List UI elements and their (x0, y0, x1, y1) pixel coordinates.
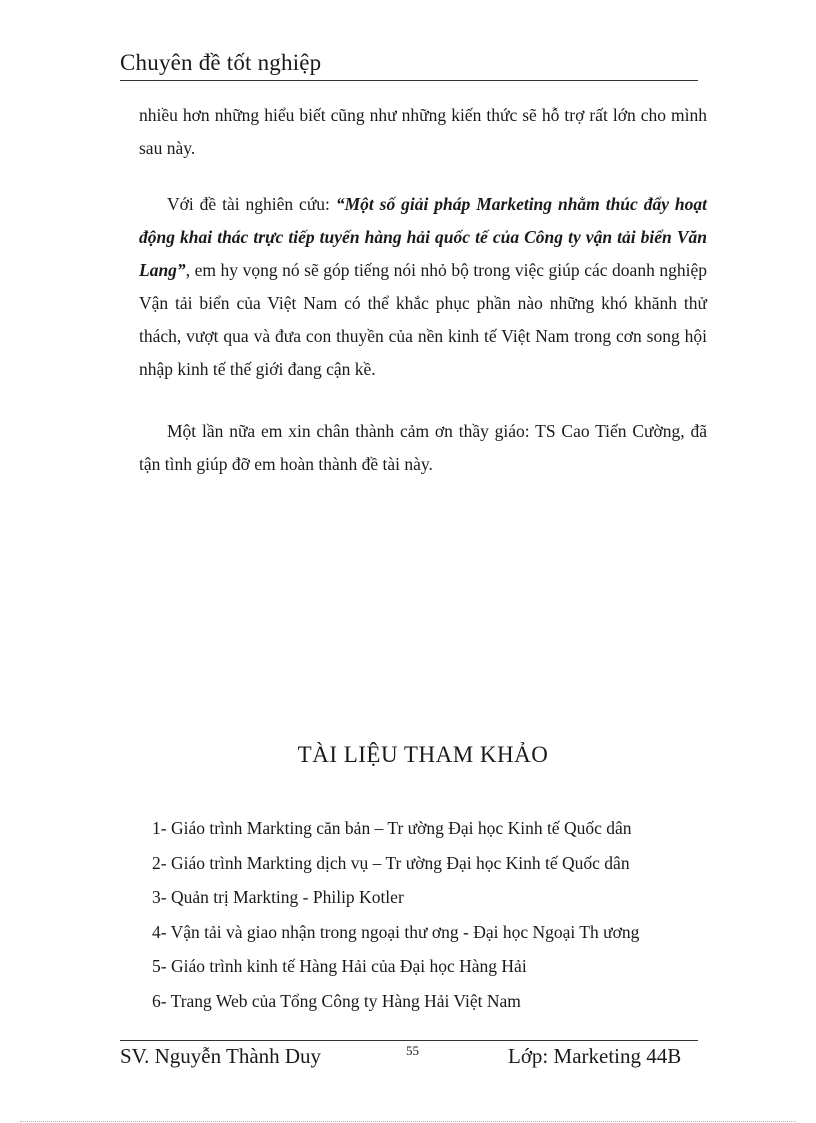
page-number: 55 (406, 1043, 419, 1058)
footer-student-name: SV. Nguyễn Thành Duy (120, 1044, 322, 1068)
header-divider (120, 80, 698, 81)
reference-item: 5- Giáo trình kinh tế Hàng Hải của Đại học Hàng Hải (152, 956, 527, 976)
reference-item: 3- Quản trị Markting - Philip Kotler (152, 887, 404, 907)
references-list (152, 811, 712, 1018)
header-title: Chuyên đề tốt nghiệp (120, 50, 322, 75)
topic-title: “Một số giải pháp Marketing nhằm thúc đẩy hoạt động khai thác trực tiếp tuyến hàng hải quốc tế của Công ty vận tải biển Văn Lang” (139, 194, 707, 280)
reference-item: 1- Giáo trình Markting căn bản – Tr ường Đại học Kinh tế Quốc dân (152, 818, 632, 838)
paragraph-continuation: nhiều hơn những hiểu biết cũng như những kiến thức sẽ hỗ trợ rất lớn cho mình sau này. (139, 105, 707, 158)
page-bottom-edge (20, 1121, 796, 1122)
reference-item: 2- Giáo trình Markting dịch vụ – Tr ường Đại học Kinh tế Quốc dân (152, 852, 630, 873)
reference-item: 4- Vận tải và giao nhận trong ngoại thư ơng - Đại học Ngoại Th ương (152, 921, 640, 942)
topic-intro-text: Với đề tài nghiên cứu: (167, 194, 336, 214)
footer-divider (120, 1040, 698, 1041)
footer-class: Lớp: Marketing 44B (508, 1044, 682, 1068)
reference-item: 6- Trang Web của Tổng Công ty Hàng Hải Việt Nam (152, 990, 521, 1011)
references-heading: TÀI LIỆU THAM KHẢO (297, 742, 549, 767)
topic-description: , em hy vọng nó sẽ góp tiếng nói nhỏ bộ trong việc giúp các doanh nghiệp Vận tải biển của Việt Nam có thể khắc phục phần nào những khó khănh thử thách, vượt qua và đưa con thuyền của nền kinh tế Việt Nam trong cơn song hội nhập kinh tế thế giới đang cận kề. (139, 260, 707, 379)
paragraph-research-topic (139, 188, 707, 386)
paragraph-thanks: Một lần nữa em xin chân thành cảm ơn thầy giáo: TS Cao Tiến Cường, đã tận tình giúp đỡ em hoàn thành đề tài này. (139, 421, 707, 474)
